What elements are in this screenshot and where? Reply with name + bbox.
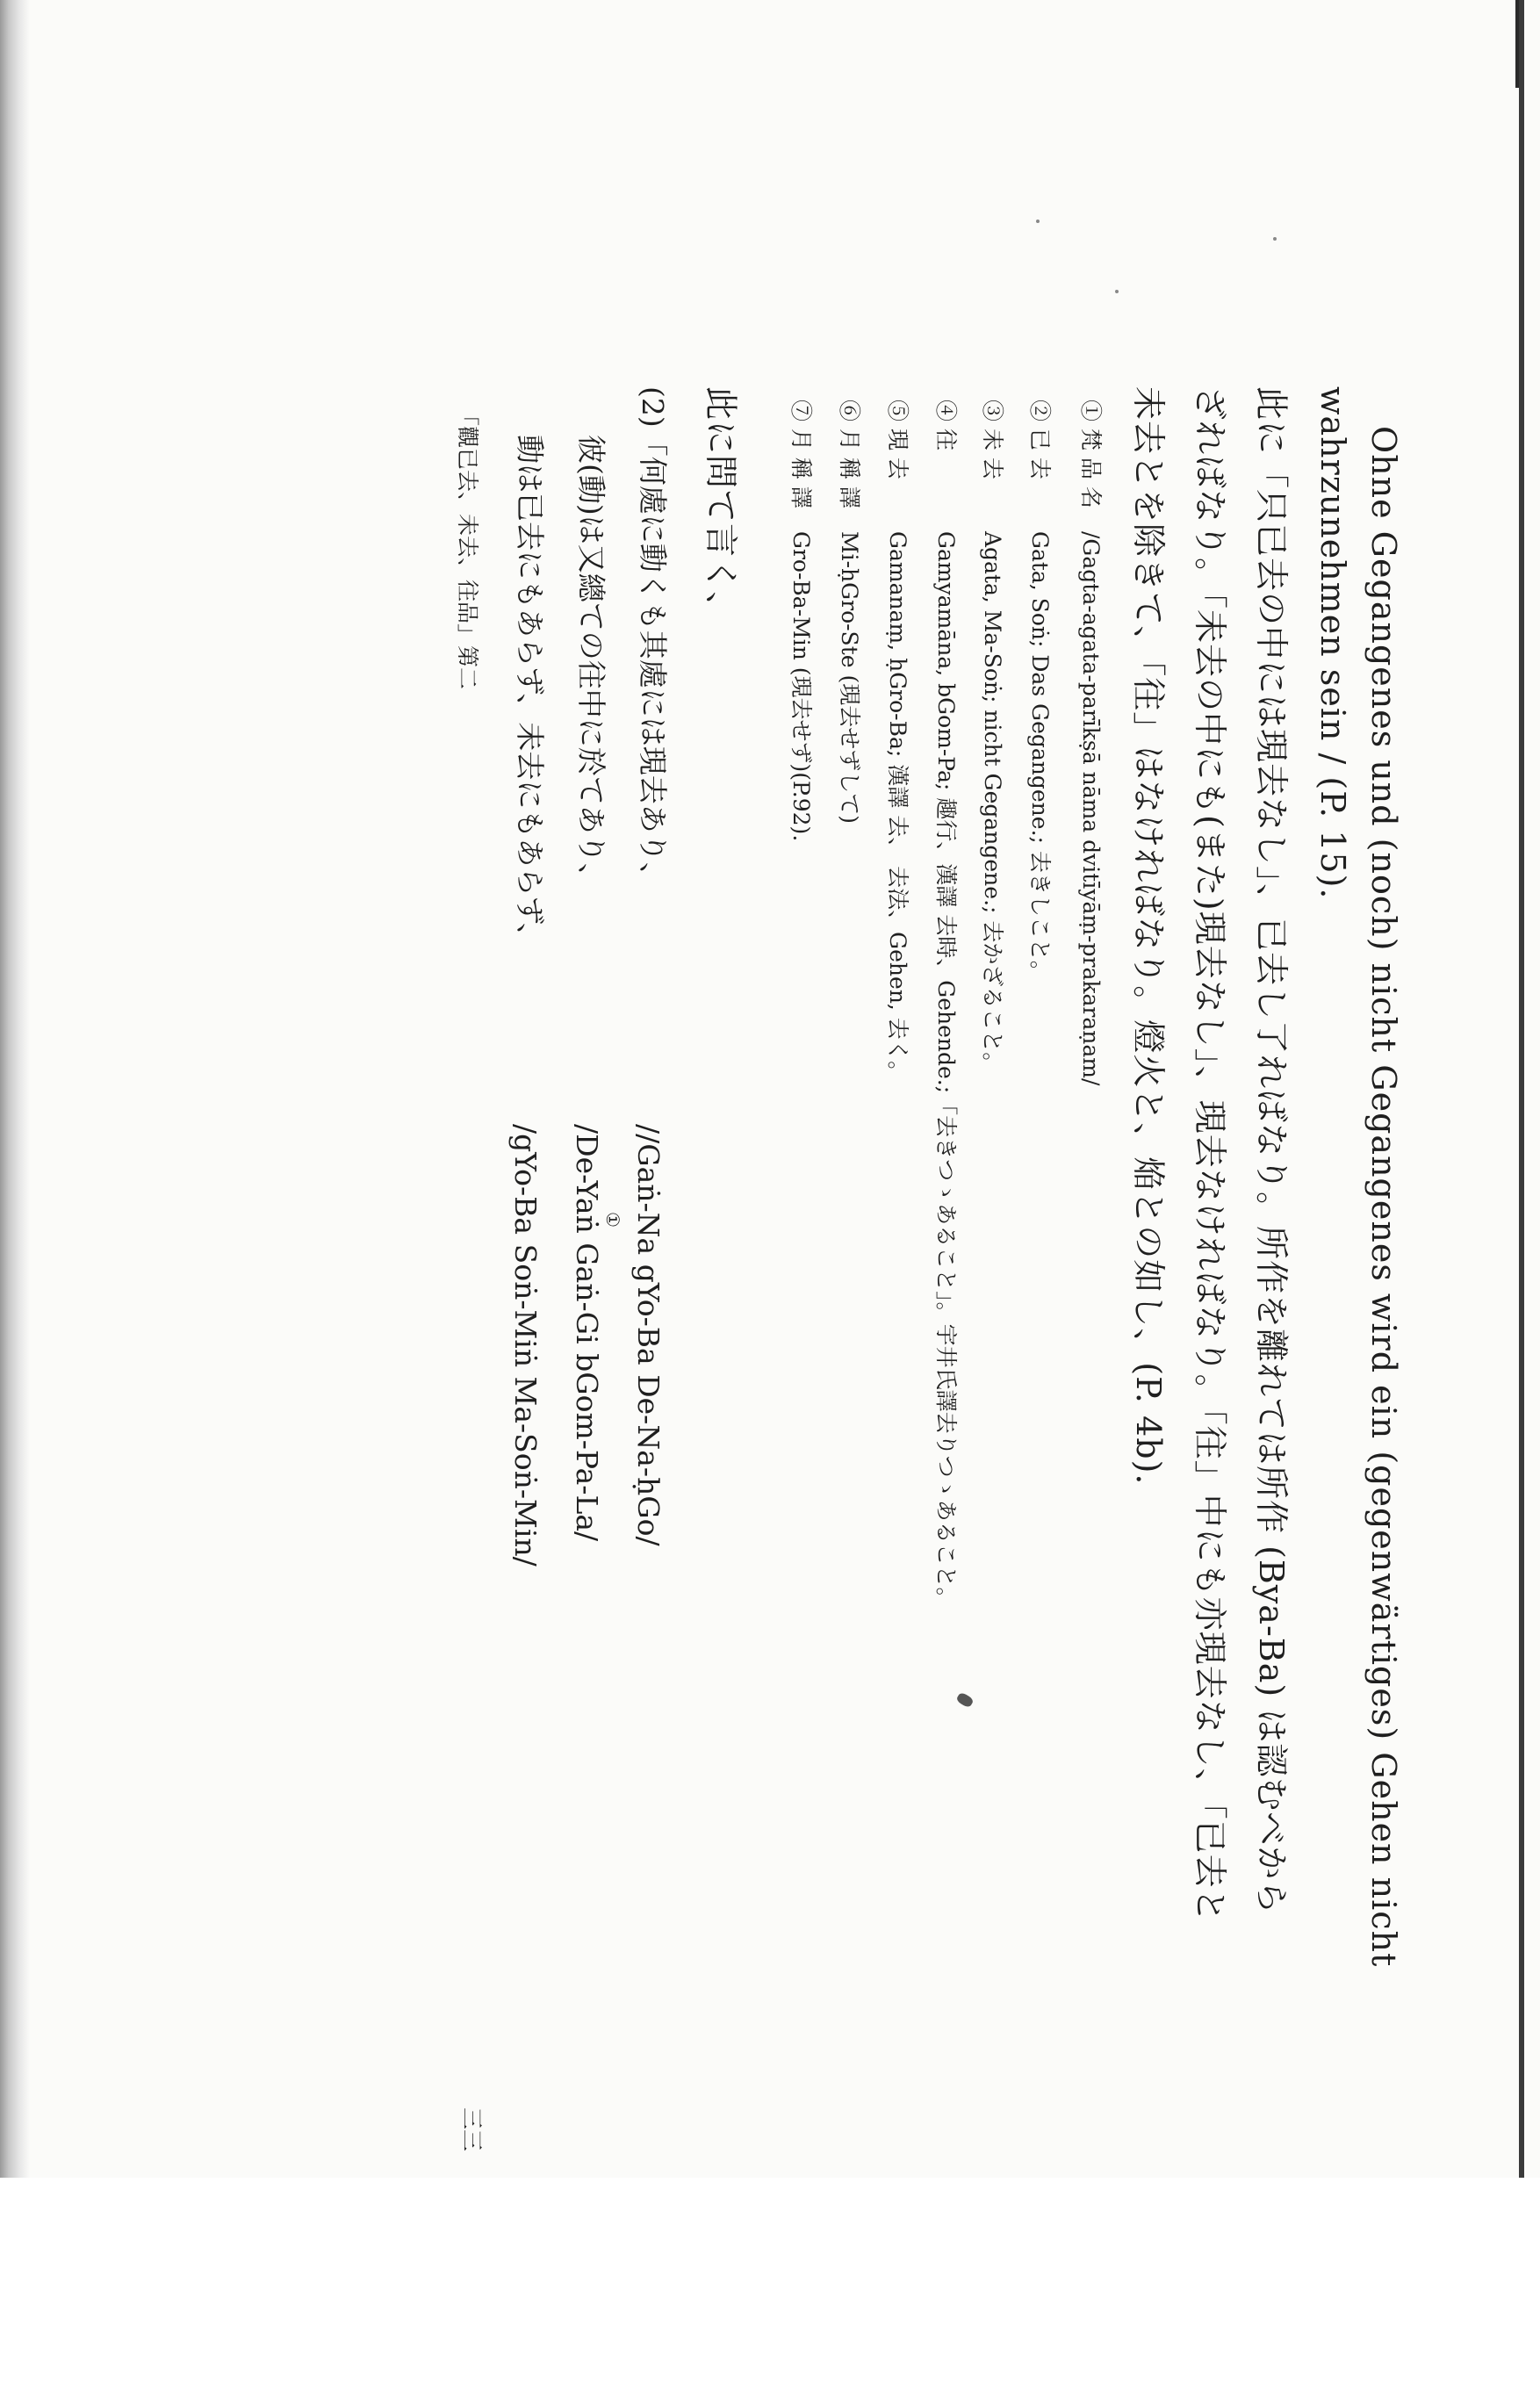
note-1-text: /Gagta-agata-parīkṣā nāma dvitīyāṃ-prakaraṇam/ (1078, 531, 1104, 1086)
verse-line-3: 動は已去にもあらず、未去にもあらず、 (513, 435, 547, 952)
page-number: 三三 (459, 2107, 485, 2152)
note-3-label: ③ 未 去 (980, 400, 1005, 479)
note-4-label: ④ 往 (933, 400, 959, 450)
note-4-text: Gamyamāna, bGom-Pa; 趣行、漢譯 去時、Gehende.;「去きつゝあること」。宇井氏譯去りつゝあること。 (933, 531, 959, 1610)
verse-line-1-tibetan: //Gaṅ-Na gYo-Ba De-Na-ḥGo/ (631, 1124, 666, 1546)
note-3 (982, 400, 1004, 1074)
rotated-text-block (83, 386, 1403, 2406)
note-3-text: Agata, Ma-Soṅ; nicht Gegangene.; 去かざること。 (980, 531, 1005, 1075)
note-7 (790, 400, 812, 841)
note-7-label: ⑦ 月 稱 譯 (788, 400, 814, 508)
note-6 (838, 400, 860, 824)
note-7-text: Gro-Ba-Min (現去せず)(P.92). (788, 531, 814, 842)
footnote-marker: ① (602, 1212, 623, 1228)
german-line-1: Ohne Gegangenes und (noch) nicht Gegangenes wird ein (gegenwärtiges) Gehen nicht (1364, 426, 1403, 1968)
scan-edge-right (1519, 0, 1524, 2178)
speck (1115, 290, 1119, 293)
note-1-label: ① 梵 品 名 (1078, 400, 1104, 508)
german-line-2: wahrzunehmen sein / (P. 15). (1313, 386, 1352, 900)
note-5-text: Gamanaṃ, ḥGro-Ba; 漢譯 去、 去法、Gehen, 去く。 (885, 531, 910, 1084)
chapter-footer: 「觀已去、未去、往品」第二 (455, 404, 480, 690)
verse-line-3-tibetan: /gYo-Ba Soṅ-Miṅ Ma-Soṅ-Min/ (508, 1124, 543, 1567)
body-line-2: ざればなり。「未去の中にも(また)現去なし」、現去なければなり。「往」中にも亦現去なし、「已去と (1191, 386, 1229, 1923)
note-6-label: ⑥ 月 稱 譯 (837, 400, 862, 508)
question-heading: 此に問て言く、 (702, 386, 740, 626)
note-5 (887, 400, 909, 1083)
note-5-label: ⑤ 現 去 (885, 400, 910, 479)
speck (1036, 220, 1040, 223)
note-1 (1080, 400, 1102, 1085)
body-line-3: 未去とを除きて、「往」はなければなり。燈火と、焔との如し、(P. 4b). (1129, 386, 1168, 1486)
note-2 (1029, 400, 1051, 983)
speck (1273, 237, 1277, 241)
verse-line-2: 彼(動)は又總ての往中に於てあり、 (574, 435, 608, 892)
note-4 (935, 400, 957, 1610)
note-6-text: Mi-ḥGro-Ste (現去せずして) (837, 531, 862, 824)
verse-line-1: (2)「何處に動くも其處には現去あり、 (636, 386, 670, 891)
note-2-label: ② 已 去 (1027, 400, 1053, 479)
body-line-1: 此に「只已去の中には現去なし」、已去し了ればなり。所作を離れては所作 (Bya-Ba) は認むべから (1252, 386, 1291, 1915)
verse-line-2-tibetan: /De-Yaṅ Gaṅ-Gi bGom-Pa-La/ (570, 1124, 604, 1542)
note-2-text: Gata, Soṅ; Das Gegangene.; 去きしこと。 (1027, 531, 1053, 983)
scan-edge-left (0, 0, 30, 2178)
